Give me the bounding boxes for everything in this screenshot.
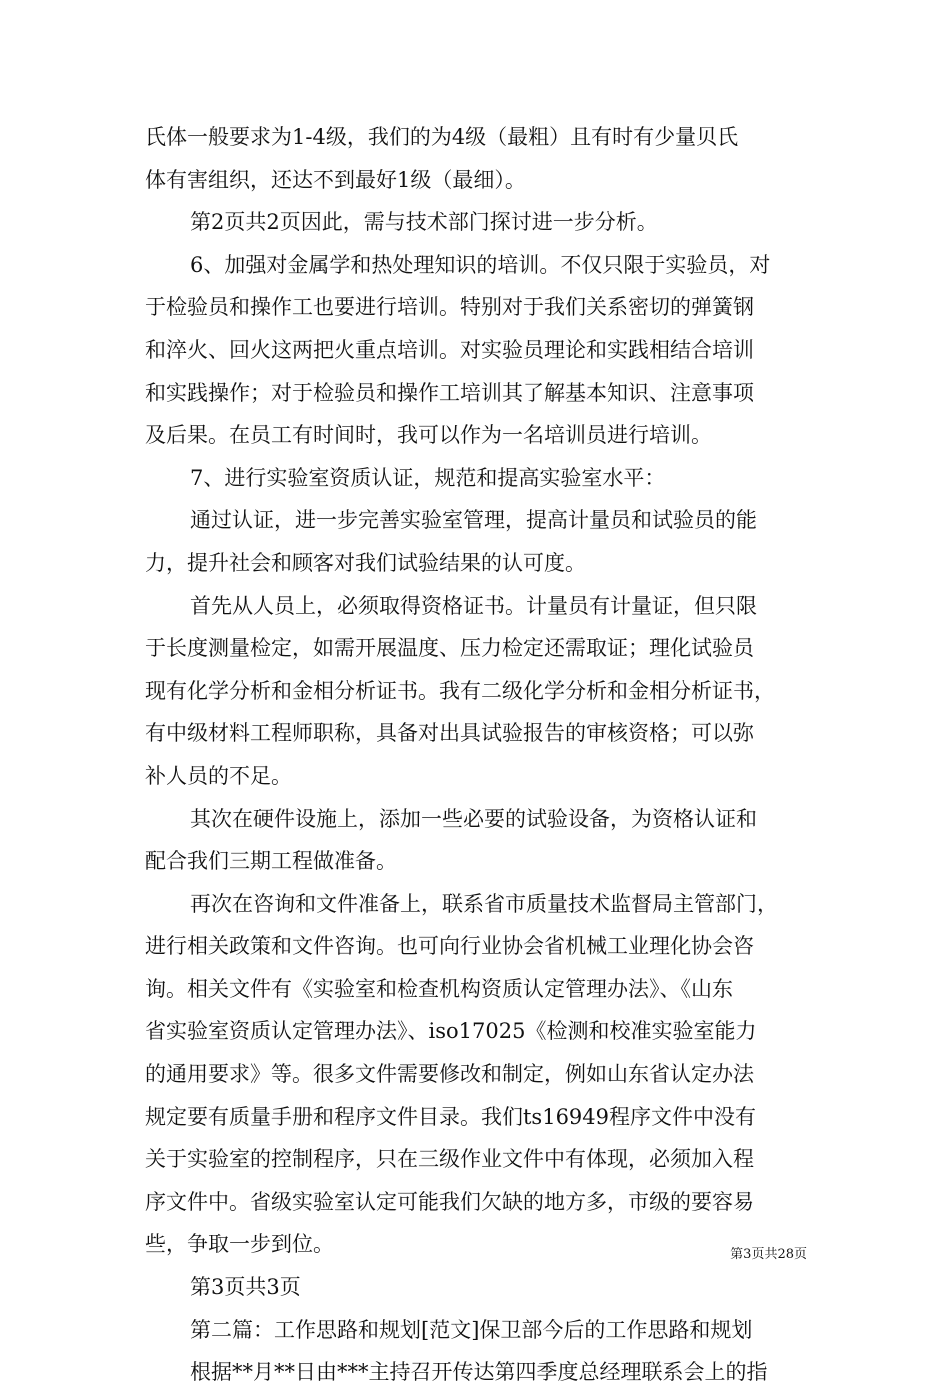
- text-line: 于长度测量检定，如需开展温度、压力检定还需取证；理化试验员: [145, 636, 754, 661]
- text-line: 第2页共2页因此，需与技术部门探讨进一步分析。: [190, 210, 658, 235]
- text-line: 和实践操作；对于检验员和操作工培训其了解基本知识、注意事项: [145, 380, 754, 405]
- text-line: 力，提升社会和顾客对我们试验结果的认可度。: [145, 550, 586, 575]
- text-line: 有中级材料工程师职称，具备对出具试验报告的审核资格；可以弥: [145, 721, 754, 746]
- text-line: 于检验员和操作工也要进行培训。特别对于我们关系密切的弹簧钢: [145, 295, 754, 320]
- text-line: 7、进行实验室资质认证，规范和提高实验室水平：: [190, 465, 666, 490]
- text-line: 根据**月**日由***主持召开传达第四季度总经理联系会上的指: [190, 1360, 768, 1385]
- text-line: 氏体一般要求为1-4级，我们的为4级（最粗）且有时有少量贝氏: [145, 125, 739, 149]
- text-line: 询。相关文件有《实验室和检查机构资质认定管理办法》、《山东: [145, 976, 733, 1001]
- text-line: 首先从人员上，必须取得资格证书。计量员有计量证，但只限: [190, 593, 757, 618]
- text-line: 第二篇：工作思路和规划[范文]保卫部今后的工作思路和规划: [190, 1317, 753, 1342]
- text-line: 的通用要求》等。很多文件需要修改和制定，例如山东省认定办法: [145, 1062, 754, 1087]
- text-line: 和淬火、回火这两把火重点培训。对实验员理论和实践相结合培训: [145, 337, 754, 362]
- text-line: 规定要有质量手册和程序文件目录。我们ts16949程序文件中没有: [145, 1104, 757, 1129]
- text-line: 关于实验室的控制程序，只在三级作业文件中有体现，必须加入程: [145, 1147, 754, 1172]
- page-number-footer: 第3页共28页: [730, 1247, 807, 1262]
- text-line: 6、加强对金属学和热处理知识的培训。不仅只限于实验员，对: [190, 252, 771, 277]
- text-line: 体有害组织，还达不到最好1级（最细）。: [145, 167, 526, 192]
- text-line: 再次在咨询和文件准备上，联系省市质量技术监督局主管部门，: [190, 891, 778, 916]
- text-line: 进行相关政策和文件咨询。也可向行业协会省机械工业理化协会咨: [145, 934, 754, 959]
- text-line: 第3页共3页: [190, 1275, 301, 1300]
- text-line: 其次在硬件设施上，添加一些必要的试验设备，为资格认证和: [190, 806, 757, 831]
- text-line: 省实验室资质认定管理办法》、iso17025《检测和校准实验室能力: [145, 1019, 757, 1044]
- text-line: 序文件中。省级实验室认定可能我们欠缺的地方多，市级的要容易: [145, 1189, 754, 1214]
- text-line: 通过认证，进一步完善实验室管理，提高计量员和试验员的能: [190, 508, 757, 533]
- document-body: [145, 116, 810, 1394]
- text-line: 补人员的不足。: [145, 763, 292, 788]
- text-line: 配合我们三期工程做准备。: [145, 849, 397, 874]
- text-line: 现有化学分析和金相分析证书。我有二级化学分析和金相分析证书，: [145, 678, 775, 703]
- text-line: 些，争取一步到位。: [145, 1232, 334, 1257]
- text-line: 及后果。在员工有时间时，我可以作为一名培训员进行培训。: [145, 423, 712, 448]
